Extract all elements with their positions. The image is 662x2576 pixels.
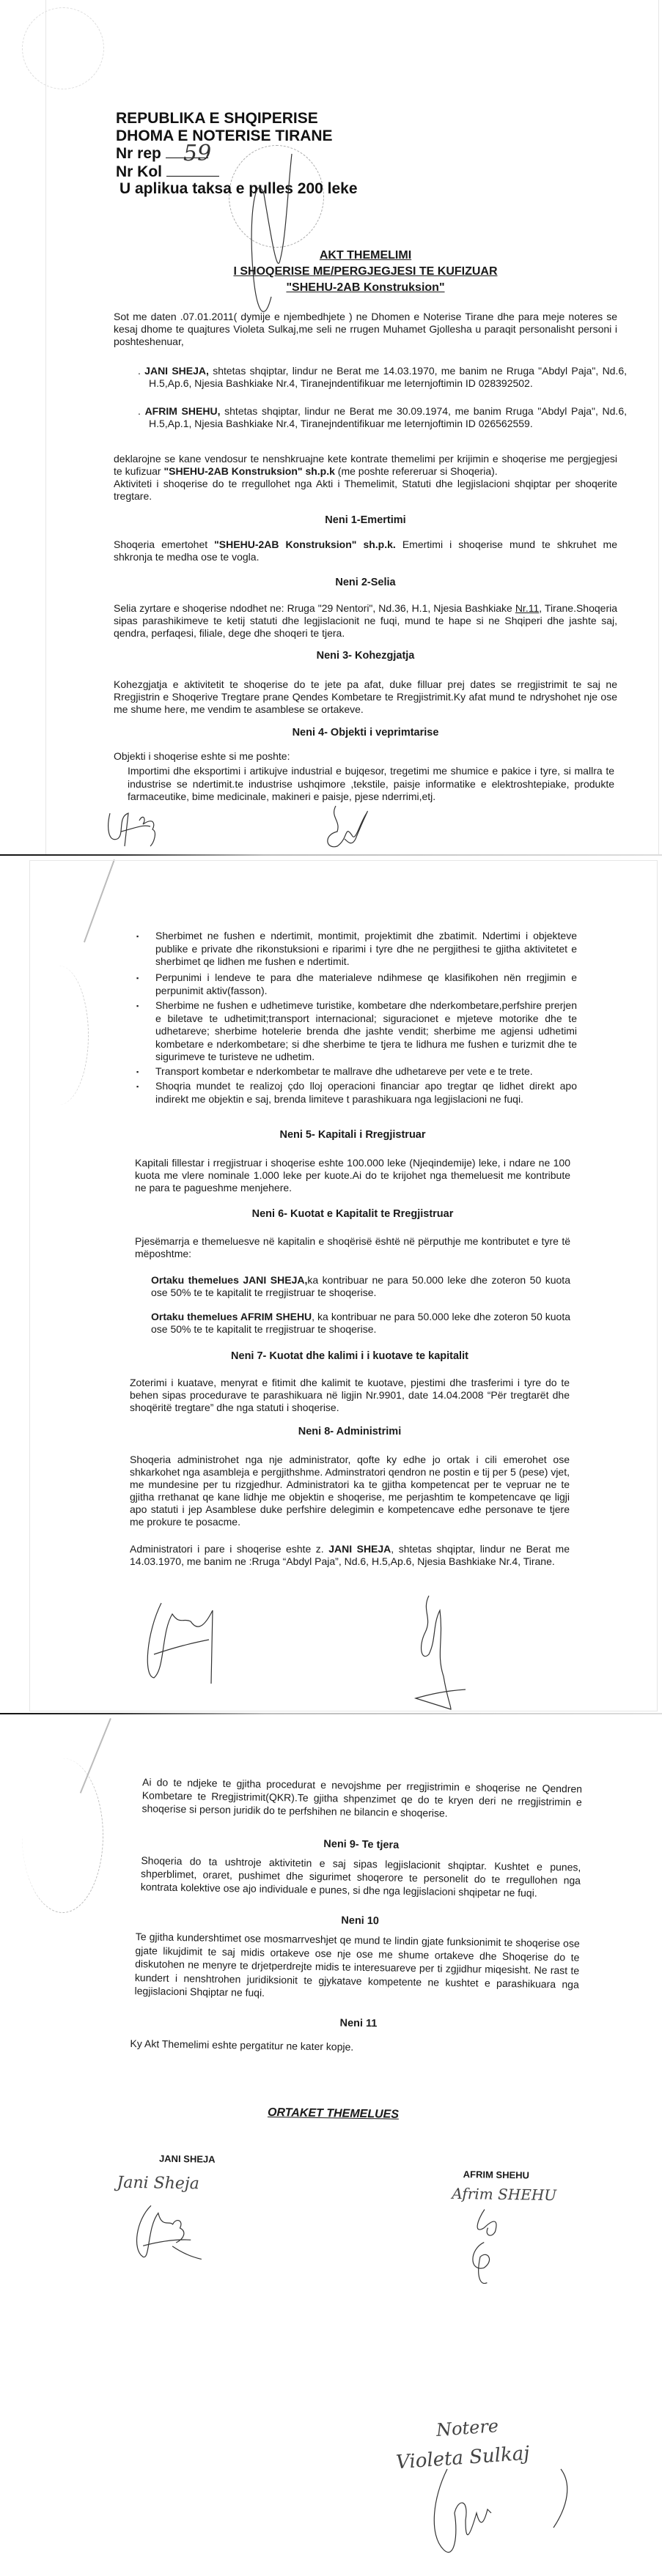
nr-rep-handwritten: 59	[183, 141, 212, 166]
article-4-intro: Objekti i shoqerise eshte si me poshte:	[114, 750, 290, 762]
title-line-3: "SHEHU-2AB Konstruksion"	[286, 281, 445, 294]
founder-2: . AFRIM SHEHU, shtetas shqiptar, lindur ne Berat me 30.09.1974, me banim Rruga "Abdyl Paja", Nd.6, H.5,Ap.1, Njesia Bashkiake Nr.4, Tiranejndentifikuar me leternjoftimin ID 026562559.	[138, 405, 627, 429]
article-7-heading: Neni 7- Kuotat dhe kalimi i i kuotave te kapitalit	[231, 1350, 468, 1362]
article-5-text: Kapitali fillestar i rregjistruar i shoqerise eshte 100.000 leke (Njeqindemije) leke, i ndare ne 100 kuota me vlere nominale 1.000 leke per kuote.Ai do te krijohet nga themeluesit me kontribute ne para te pagueshme menjehere.	[135, 1157, 570, 1193]
bullet: ▪	[136, 1068, 139, 1076]
founder-1-name: JANI SHEJA,	[144, 365, 209, 377]
declaration-text: deklarojne se kane vendosur te nenshkruajne kete kontrate themelimi per krijimin e shoqerise me pergjegjesi te kufizuar	[114, 453, 617, 477]
nr-rep-label: Nr rep	[116, 145, 161, 162]
company-name: "SHEHU-2AB Konstruksion" sh.p.k	[163, 465, 335, 477]
contribution-jani-text: ka kontribuar ne para 50.000 leke dhe zoteron 50 kuota ose 50% te te kapitalit te rregjistruar te shoqerise.	[151, 1274, 570, 1298]
notary-handwritten-title: Notere	[435, 2416, 499, 2440]
document-page-1	[0, 0, 662, 856]
article-4-heading: Neni 4- Objekti i veprimtarise	[292, 727, 439, 739]
contribution-jani-name: Ortaku themelues JANI SHEJA,	[151, 1274, 308, 1286]
article-2-text-pre: Selia zyrtare e shoqerise ndodhet ne: Rruga "29 Nentori", Nd.36, H.1, Njesia Bashkiake	[114, 602, 515, 614]
chamber-name: DHOMA E NOTERISE TIRANE	[116, 127, 333, 144]
article-8-heading: Neni 8- Administrimi	[298, 1426, 402, 1437]
notary-handwritten-name: Violeta Sulkaj	[395, 2442, 531, 2474]
article-2-heading: Neni 2-Selia	[335, 577, 396, 588]
contribution-afrim-text: , ka kontribuar ne para 50.000 leke dhe zoteron 50 kuota ose 50% te te kapitalit te rregjistruar te shoqerise.	[151, 1311, 570, 1335]
article-9-text: Shoqeria do ta ushtroje aktivitetin e saj sipas legjislacionit shqiptar. Kushtet e punes, shperblimet, oraret, pushimet dhe sigurimet shoqerore te personelit do te rregullohen nga kontrata kolektive ose ajo individuale e punes, si dhe nga legjislacioni shqipetar ne fuqi.	[140, 1854, 581, 1899]
article-7-text: Zoterimi i kuatave, menyrat e fitimit dhe kalimit te kuotave, pjestimi dhe trasferimi i tyre do te behen sipas procedurave te parashikuara në ligjin Nr.9901, date 14.04.2008 “Për tregtarët dhe shoqëritë tregtare” dhe nga statuti i shoqerise.	[130, 1377, 570, 1413]
signatory-jani-handwritten: Jani Sheja	[117, 2173, 200, 2194]
signature-afrim-page-1	[315, 802, 381, 854]
nr-kol-label: Nr Kol	[116, 163, 162, 180]
bullet: ▪	[136, 1002, 139, 1010]
founder-2-details: shtetas shqiptar, lindur ne Berat me 30.09.1974, me banim Rruga "Abdyl Paja", Nd.6, H.5,Ap.1, Njesia Bashkiake Nr.4, Tiranejndentifikuar me leternjoftimin ID 026562559.	[149, 405, 627, 429]
article-6-intro: Pjesëmarrja e themeluesve në kapitalin e shoqërisë është në përputhje me kontributet e tyre të mëposhtme:	[135, 1235, 570, 1259]
signature-jani-page-1	[103, 806, 176, 850]
article-2-nr: Nr.11	[515, 602, 540, 614]
article-8-text: Shoqeria administrohet nga nje administrator, qofte ky edhe jo ortak i cili emerohet ose shkarkohet nga asambleja e pergjithshme. Adminstratori qendron ne postin e tij per 5 (pese) vjet, me mundesine per tu rizgjedhur. Administratori ka te gjitha kompetencat per te vepruar ne te gjitha rrethanat qe kane lidhje me objektin e shoqerise, me perjashtim te kompetencave qe ligji apo statuti i jep Asamblese duke perfshire delegimin e kompetencave edhe personave te tjere me prokure te posacme.	[130, 1454, 570, 1528]
administrator-name: JANI SHEJA	[328, 1543, 391, 1555]
signature-afrim	[461, 2205, 521, 2287]
article-3-heading: Neni 3- Kohezgjatja	[316, 650, 415, 662]
administrator-text-post: , shtetas shqiptar, lindur ne Berat me 14.03.1970, me banim ne :Rruga “Abdyl Paja”, Nd.6, H.5,Ap.6, Njesia Bashkiake Nr.4, Tirane.	[130, 1543, 570, 1567]
signature-jani	[132, 2198, 213, 2265]
title-line-1: AKT THEMELIMI	[319, 249, 412, 262]
objective-item-4: Sherbime ne fushen e udhetimeve turistike, kombetare dhe nderkombetare,perfshire prerjen e biletave te udhetimit;transport internacional; siguracionet e mjeteve motorike dhe te udhetareve; sherbime hotelerie brenda dhe jashte vendit; sherbime me agjensi udhetimi kombetare e nderkombetare; si dhe sherbime te tjera te lidhura me fushen e turizmit dhe te sigurimeve te turisteve ne udhetim.	[155, 999, 577, 1062]
article-1-text-pre: Shoqeria emertohet	[114, 538, 215, 550]
founders-signature-title: ORTAKET THEMELUES	[267, 2106, 400, 2121]
article-9-heading: Neni 9- Te tjera	[323, 1838, 400, 1851]
faded-stamp	[22, 7, 104, 89]
signatory-jani-name: JANI SHEJA	[158, 2153, 216, 2165]
signatory-afrim-name: AFRIM SHEHU	[463, 2169, 530, 2181]
title-line-2: I SHOQERISE ME/PERGJEGJESI TE KUFIZUAR	[233, 265, 498, 278]
article-2-text	[114, 602, 617, 640]
page-fold-mark	[84, 859, 115, 942]
founder-1: . JANI SHEJA, shtetas shqiptar, lindur ne Berat me 14.03.1970, me banim ne Rruga "Abdyl Paja", Nd.6, H.5,Ap.6, Njesia Bashkiake Nr.4, Tiranejndentifikuar me leternjoftimin ID 028392502.	[138, 365, 628, 389]
partial-stamp	[29, 966, 89, 1105]
republic-name: REPUBLIKA E SHQIPERISE	[116, 110, 318, 127]
contribution-afrim-name: Ortaku themelues AFRIM SHEHU	[151, 1311, 312, 1322]
signature-afrim-page-2	[407, 1588, 480, 1713]
declaration-text-3: Aktiviteti i shoqerise do te rregullohet nga Akti i Themelimit, Statuti dhe legjislacioni shqiptar per shoqerite tregtare.	[114, 478, 617, 502]
article-2-text-post: , Tirane.Shoqeria sipas parashikimeve te ketij statuti dhe legjislacionit ne fuqi, mund te hape si ne Shqiperi dhe jashte saj, qendra, perfaqesi, filiale, dege dhe shoqeri te tjera.	[114, 602, 617, 639]
objective-item-5: Transport kombetar e nderkombetar te mallrave dhe udhetareve per vete e te trete.	[155, 1065, 533, 1077]
article-10-heading: Neni 10	[341, 1914, 380, 1928]
notary-signature	[425, 2469, 586, 2564]
article-1-company: "SHEHU-2AB Konstruksion" sh.p.k.	[214, 538, 396, 550]
objective-item-2: Sherbimet ne fushen e ndertimit, montimit, projektimit dhe zbatimit. Ndertimi i objekteve publike e private dhe rikonstuksioni e riparimi i tyre dhe ne pergjithesi te gjitha aktivitetet e sherbimet qe lidhen me fushen e ndertimit.	[155, 930, 577, 967]
article-1-text-post: Emertimi i shoqerise mund te shkruhet me shkronja te medha ose te vogla.	[114, 538, 617, 563]
objective-item-1: Importimi dhe eksportimi i artikujve industrial e bujqesor, tregetimi me shumice e pakice i tyre, si mallra te industrise se ndertimit.te industrise ushqimore ,tekstile, paisje informatike e elektroshtepiake, produkte farmaceutike, bime medicinale, makineri e paisje, pjese nderrimi,etj.	[128, 765, 614, 802]
objective-item-6: Shoqria mundet te realizoj çdo lloj operacioni financiar apo tregtar qe lidhet direkt apo indirekt me objektin e saj, brenda limiteve t parashikuara nga legjislacioni ne fuqi.	[155, 1080, 577, 1105]
article-5-heading: Neni 5- Kapitali i Rregjistruar	[279, 1129, 426, 1141]
article-11-text: Ky Akt Themelimi eshte pergatitur ne kater kopje.	[130, 2037, 354, 2053]
article-8-continued: Ai do te ndjeke te gjitha procedurat e nevojshme per rregjistrimin e shoqerise ne Qendren Kombetare te Rregjistrimit(QKR).Te gjitha shpenzimet qe do te kryen deri ne rregjistrimin e shoqerise si person juridik do te perfshihen ne bilancin e shoqerise.	[141, 1776, 583, 1819]
stamp-tax-note: U aplikua taksa e pulles 200 leke	[119, 180, 358, 197]
article-3-text: Kohezgjatja e aktivitetit te shoqerise do te jete pa afat, duke filluar prej dates se rregjistrimit te saj ne Rregjistrin e Shoqerive Tregtare prane Qendes Kombetare te Rregjistrimit.Ky afat mund te ndryshohet nje ose me shume here, me vendim te asamblese se ortakeve.	[114, 678, 617, 715]
article-1-text	[114, 538, 617, 563]
founder-2-name: AFRIM SHEHU,	[144, 405, 221, 417]
administrator-text-pre: Administratori i pare i shoqerise eshte z.	[130, 1543, 329, 1555]
bullet: ▪	[136, 933, 139, 940]
document-page-3	[0, 1714, 662, 2572]
signature-jani-page-2	[139, 1588, 249, 1698]
objective-item-3: Perpunimi i lendeve te para dhe materialeve ndihmese qe klasifikohen nën rregjimin e perpunimit aktiv(fasson).	[155, 971, 577, 996]
declaration-paragraph	[114, 453, 617, 503]
founder-1-details: shtetas shqiptar, lindur ne Berat me 14.03.1970, me banim ne Rruga "Abdyl Paja", Nd.6, H.5,Ap.6, Njesia Bashkiake Nr.4, Tiranejndentifikuar me leternjoftimin ID 028392502.	[149, 365, 628, 389]
article-11-heading: Neni 11	[339, 2017, 378, 2030]
bullet: ▪	[136, 974, 139, 982]
document-page-2	[0, 856, 662, 1714]
contribution-jani	[151, 1274, 570, 1299]
article-6-heading: Neni 6- Kuotat e Kapitalit te Rregjistruar	[251, 1208, 454, 1220]
contribution-afrim	[151, 1311, 570, 1336]
signatory-afrim-handwritten: Afrim SHEHU	[452, 2184, 557, 2205]
intro-paragraph: Sot me daten .07.01.2011( dymije e njembedhjete ) ne Dhomen e Noterise Tirane dhe para meje noteres se kesaj dhome te quajtures Violeta Sulkaj,me seli ne rrugen Muhamet Gjollesha u paraqit personalisht personi i poshteshenuar,	[114, 311, 617, 347]
article-10-text: Te gjitha kundershtimet ose mosmarrveshjet qe mund te lindin gjate funksionimit te shoqerise ose gjate likujdimit te saj midis ortakeve ose nje ose me shume ortakeve dhe Shoqerise do te diskutohen ne menyre te drjetperdrejte midis te interesuareve per ti zgjidhur miqesisht. Ne rast te kundert i nenshtrohen juridiksionit te gjykatave kompetente ne kushtet e parashikuara nga legjislacioni Shqiptar ne fuqi.	[134, 1931, 580, 1999]
article-8-administrator	[130, 1543, 570, 1568]
notary-pen-stroke	[235, 150, 308, 326]
page-3-content	[0, 1709, 662, 2576]
document-title	[114, 248, 617, 296]
article-1-heading: Neni 1-Emertimi	[325, 514, 406, 526]
declaration-text-2: (me poshte refereruar si Shoqeria).	[334, 465, 498, 477]
bullet: ▪	[136, 1083, 139, 1090]
